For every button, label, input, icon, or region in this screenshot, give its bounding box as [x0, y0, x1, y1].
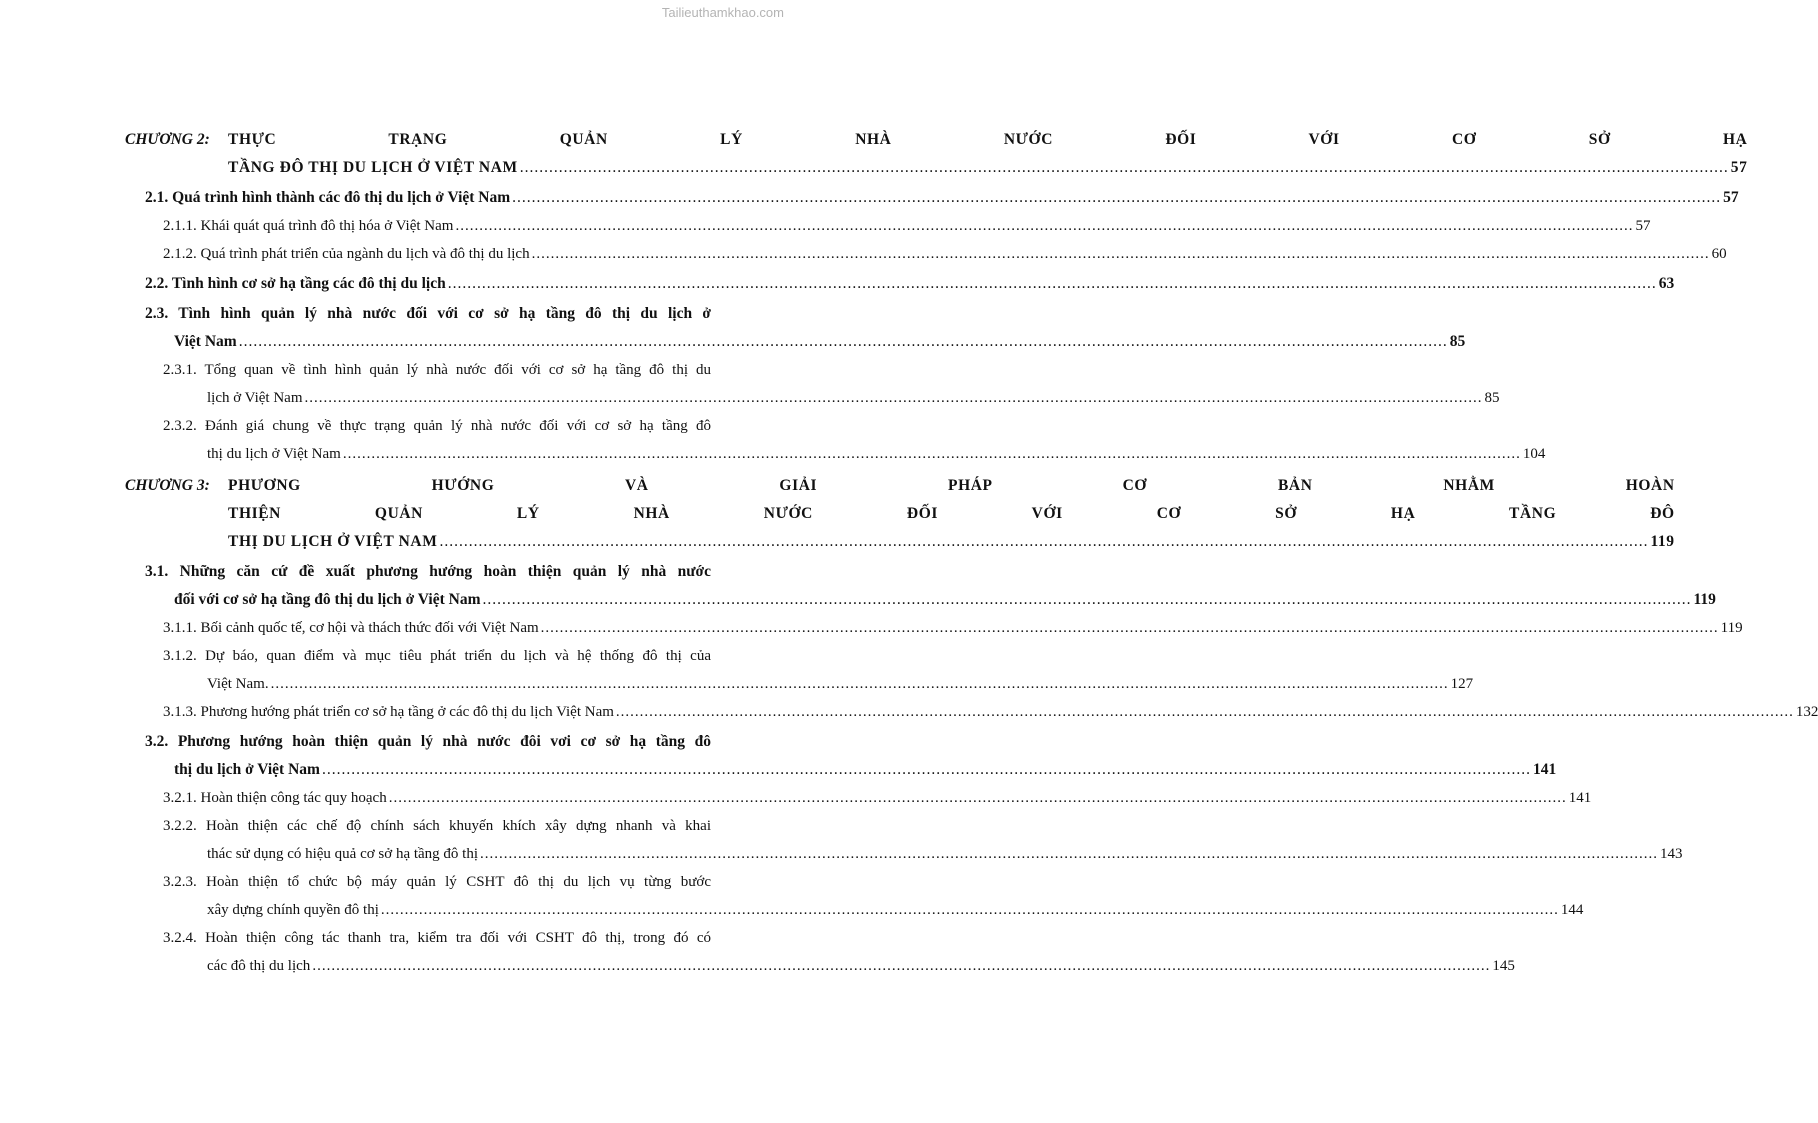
toc-subsection-3-2-1[interactable]	[125, 784, 1592, 812]
chapter-title-line: THỊ DU LỊCH Ở VIỆT NAM	[228, 533, 438, 550]
section-title-line: 3.1. Những căn cứ đề xuất phương hướng hoàn thiện quản lý nhà nước	[145, 563, 711, 580]
section-title: 2.1. Quá trình hình thành các đô thị du lịch ở Việt Nam	[145, 189, 511, 206]
toc-subsection-3-1-3[interactable]	[125, 698, 1818, 726]
toc-section-2-2[interactable]	[125, 270, 1675, 298]
subsection-title-line: các đô thị du lịch	[207, 958, 311, 974]
subsection-title-line: thị du lịch ở Việt Nam	[207, 446, 341, 462]
toc-section-2-3[interactable]	[125, 300, 1466, 356]
page-number: 57	[1635, 218, 1651, 234]
dot-leader	[343, 440, 1521, 468]
toc-subsection-3-1-2[interactable]	[125, 642, 1474, 698]
subsection-title-line: thác sử dụng có hiệu quả cơ sở hạ tầng đô thị	[207, 846, 479, 862]
dot-leader	[532, 240, 1710, 268]
page-number: 144	[1560, 902, 1584, 918]
watermark: Tailieuthamkhao.com	[661, 5, 784, 20]
section-title-line: 3.2. Phương hướng hoàn thiện quản lý nhà nước đôi vơi cơ sở hạ tầng đô	[145, 733, 711, 750]
subsection-title-line: 3.2.2. Hoàn thiện các chế độ chính sách khuyến khích xây dựng nhanh và khai	[163, 818, 711, 834]
toc-subsection-2-3-2[interactable]	[125, 412, 1546, 468]
subsection-title-line: 2.3.1. Tổng quan về tình hình quản lý nhà nước đối với cơ sở hạ tầng đô thị du	[163, 362, 711, 378]
dot-leader	[520, 154, 1729, 182]
page-number: 132	[1795, 704, 1818, 720]
chapter-title-line: THIỆN QUẢN LÝ NHÀ NƯỚC ĐỐI VỚI CƠ SỞ HẠ TẦNG ĐÔ	[228, 505, 1675, 522]
section-title-line: 2.3. Tình hình quản lý nhà nước đối với cơ sở hạ tầng đô thị du lịch ở	[145, 305, 711, 322]
subsection-title: 3.1.1. Bối cảnh quốc tế, cơ hội và thách thức đối với Việt Nam	[163, 620, 539, 636]
page-number: 85	[1449, 333, 1466, 350]
page-number: 141	[1568, 790, 1592, 806]
dot-leader	[271, 670, 1449, 698]
chapter-title-line: THỰC TRẠNG QUẢN LÝ NHÀ NƯỚC ĐỐI VỚI CƠ SỞ HẠ	[228, 131, 1748, 148]
section-title-line: đối với cơ sở hạ tầng đô thị du lịch ở Việt Nam	[174, 591, 481, 608]
subsection-title-line: Việt Nam.	[207, 676, 269, 692]
toc-section-2-1[interactable]	[125, 184, 1739, 212]
dot-leader	[389, 784, 1567, 812]
dot-leader	[512, 184, 1721, 212]
subsection-title-line: 3.2.3. Hoàn thiện tổ chức bộ máy quản lý CSHT đô thị du lịch vụ từng bước	[163, 874, 711, 890]
dot-leader	[455, 212, 1633, 240]
chapter-title-line: TẦNG ĐÔ THỊ DU LỊCH Ở VIỆT NAM	[228, 159, 518, 176]
page-number: 85	[1484, 390, 1500, 406]
toc-subsection-2-1-2[interactable]	[125, 240, 1727, 268]
dot-leader	[541, 614, 1719, 642]
toc-section-3-1[interactable]	[125, 558, 1716, 614]
page-number: 63	[1658, 275, 1675, 292]
chapter-label: CHƯƠNG 3:	[125, 477, 210, 494]
toc-subsection-3-2-4[interactable]	[125, 924, 1515, 980]
chapter-title-line: PHƯƠNG HƯỚNG VÀ GIẢI PHÁP CƠ BẢN NHẰM HOÀN	[228, 477, 1675, 494]
toc-chapter-2[interactable]	[125, 126, 1748, 182]
section-title: 2.2. Tình hình cơ sở hạ tầng các đô thị du lịch	[145, 275, 446, 292]
page-number: 119	[1650, 533, 1675, 550]
dot-leader	[448, 270, 1657, 298]
dot-leader	[381, 896, 1559, 924]
table-of-contents	[125, 126, 1818, 980]
dot-leader	[439, 528, 1648, 556]
subsection-title: 2.1.2. Quá trình phát triển của ngành du lịch và đô thị du lịch	[163, 246, 530, 262]
page-number: 145	[1492, 958, 1515, 974]
dot-leader	[480, 840, 1658, 868]
subsection-title: 3.2.1. Hoàn thiện công tác quy hoạch	[163, 790, 387, 806]
toc-subsection-3-2-3[interactable]	[125, 868, 1584, 924]
page-number: 119	[1693, 591, 1716, 608]
page-number: 60	[1711, 246, 1727, 262]
page-number: 143	[1660, 846, 1683, 862]
toc-chapter-3[interactable]	[125, 472, 1675, 556]
page-number: 127	[1450, 676, 1474, 692]
section-title-line: Việt Nam	[174, 333, 237, 350]
dot-leader	[482, 586, 1691, 614]
subsection-title-line: 3.1.2. Dự báo, quan điểm và mục tiêu phát triển du lịch và hệ thống đô thị của	[163, 648, 711, 664]
dot-leader	[312, 952, 1490, 980]
toc-section-3-2[interactable]	[125, 728, 1557, 784]
dot-leader	[305, 384, 1483, 412]
subsection-title-line: xây dựng chính quyền đô thị	[207, 902, 379, 918]
toc-subsection-2-3-1[interactable]	[125, 356, 1500, 412]
page-number: 57	[1723, 189, 1739, 206]
section-title-line: thị du lịch ở Việt Nam	[174, 761, 320, 778]
page-number: 104	[1522, 446, 1546, 462]
dot-leader	[616, 698, 1794, 726]
subsection-title: 3.1.3. Phương hướng phát triển cơ sở hạ tầng ở các đô thị du lịch Việt Nam	[163, 704, 614, 720]
toc-subsection-2-1-1[interactable]	[125, 212, 1651, 240]
chapter-label: CHƯƠNG 2:	[125, 131, 210, 148]
page-number: 141	[1532, 761, 1557, 778]
toc-subsection-3-2-2[interactable]	[125, 812, 1683, 868]
subsection-title: 2.1.1. Khái quát quá trình đô thị hóa ở Việt Nam	[163, 218, 454, 234]
dot-leader	[239, 328, 1448, 356]
subsection-title-line: 3.2.4. Hoàn thiện công tác thanh tra, kiểm tra đối với CSHT đô thị, trong đó có	[163, 930, 711, 946]
page-number: 57	[1730, 159, 1748, 176]
page-number: 119	[1720, 620, 1743, 636]
toc-subsection-3-1-1[interactable]	[125, 614, 1743, 642]
dot-leader	[322, 756, 1531, 784]
subsection-title-line: lịch ở Việt Nam	[207, 390, 303, 406]
subsection-title-line: 2.3.2. Đánh giá chung về thực trạng quản lý nhà nước đối với cơ sở hạ tầng đô	[163, 418, 711, 434]
